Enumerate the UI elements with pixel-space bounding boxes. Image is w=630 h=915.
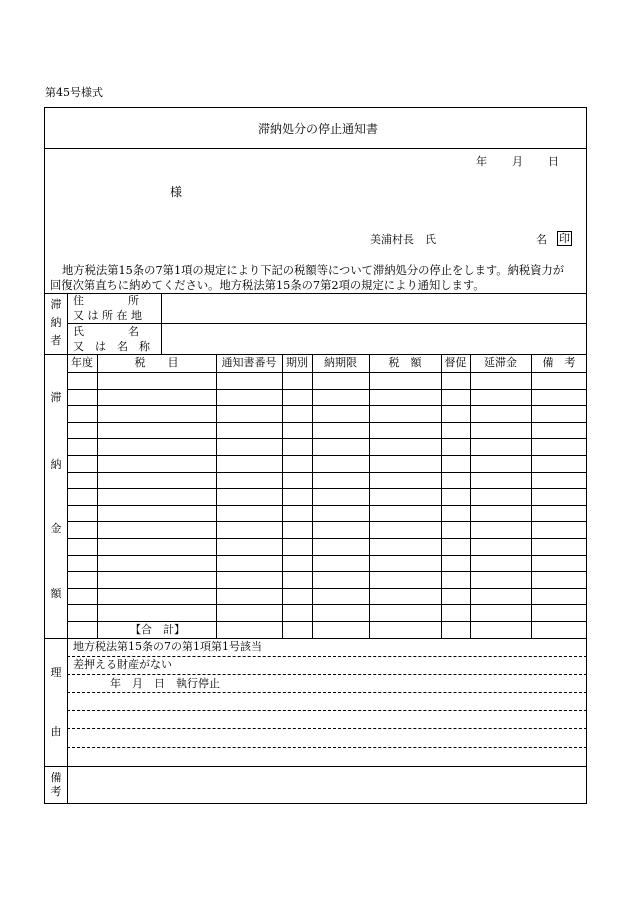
intro-line-2: 回復次第直ちに納めてください。地方税法第15条の7第2項の規定により通知します。	[50, 279, 485, 292]
remarks-char: 考	[50, 785, 62, 798]
row-divider	[67, 438, 587, 439]
row-divider	[67, 555, 587, 556]
row-divider	[67, 571, 587, 572]
column-divider	[441, 354, 442, 638]
taxpayer-section-char: 者	[50, 334, 62, 347]
column-divider	[369, 354, 370, 638]
issuer-name-label: 名	[536, 233, 547, 246]
dotted-rule	[67, 656, 587, 657]
remarks-char: 備	[50, 771, 62, 784]
column-header: 税 目	[134, 356, 179, 369]
dotted-rule	[67, 692, 587, 693]
column-divider	[282, 354, 283, 638]
total-label: 【合 計】	[130, 623, 185, 636]
row-divider	[67, 422, 587, 423]
divider	[44, 638, 587, 639]
divider	[44, 766, 587, 767]
column-divider	[97, 354, 98, 638]
column-divider	[312, 354, 313, 638]
date-year: 年	[476, 155, 487, 168]
amount-section-char: 額	[50, 587, 62, 600]
column-header: 税 額	[388, 356, 422, 369]
reason-line-1: 地方税法第15条の7の第1項第1号該当	[73, 640, 262, 653]
row-divider	[67, 472, 587, 473]
reason-line-2: 差押える財産がない	[73, 658, 172, 671]
addressee-suffix: 様	[170, 185, 183, 199]
row-divider	[67, 621, 587, 622]
divider	[44, 148, 587, 149]
header-divider	[67, 372, 587, 373]
row-divider	[67, 604, 587, 605]
address-label: 住 所	[73, 294, 139, 307]
column-divider	[531, 354, 532, 638]
row-divider	[67, 538, 587, 539]
amount-section-char: 納	[50, 458, 62, 471]
dotted-rule	[67, 747, 587, 748]
name-label-sub: 又 は 名 称	[73, 340, 150, 353]
taxpayer-section-char: 滞	[50, 298, 62, 311]
divider	[67, 293, 68, 803]
name-label: 氏 名	[73, 325, 139, 338]
reason-section-char: 由	[50, 725, 62, 738]
reason-section-char: 理	[50, 666, 62, 679]
column-header: 延滞金	[484, 356, 517, 369]
column-divider	[470, 354, 471, 638]
row-divider	[67, 389, 587, 390]
row-divider	[67, 521, 587, 522]
address-label-sub: 又 は 所 在 地	[73, 309, 142, 322]
amount-section-char: 金	[50, 522, 62, 535]
divider	[67, 323, 587, 324]
dotted-rule	[67, 728, 587, 729]
row-divider	[67, 455, 587, 456]
issuer: 美浦村長 氏	[370, 233, 436, 246]
divider	[44, 354, 587, 355]
row-divider	[67, 405, 587, 406]
row-divider	[67, 488, 587, 489]
column-header: 督促	[444, 356, 467, 369]
intro-line-1: 地方税法第15条の7第1項の規定により下記の税額等について滞納処分の停止をします。納税資力が	[62, 264, 565, 277]
column-header: 期別	[286, 356, 308, 369]
row-divider	[67, 505, 587, 506]
form-title: 滞納処分の停止通知書	[258, 122, 379, 136]
column-header: 年度	[71, 356, 93, 369]
date-day: 日	[548, 155, 559, 168]
intro-paragraph	[50, 263, 585, 293]
seal-mark: 印	[559, 232, 570, 245]
column-header: 納期限	[324, 356, 357, 369]
column-divider	[216, 354, 217, 638]
reason-line-3: 年 月 日 執行停止	[110, 677, 220, 690]
column-header: 通知書番号	[221, 356, 277, 369]
dotted-rule	[67, 674, 587, 675]
amount-section-char: 滞	[50, 391, 62, 404]
form-number: 第45号様式	[45, 86, 103, 99]
row-divider	[67, 588, 587, 589]
date-month: 月	[512, 155, 523, 168]
dotted-rule	[67, 710, 587, 711]
column-header: 備 考	[542, 356, 576, 369]
taxpayer-section-char: 納	[50, 316, 62, 329]
